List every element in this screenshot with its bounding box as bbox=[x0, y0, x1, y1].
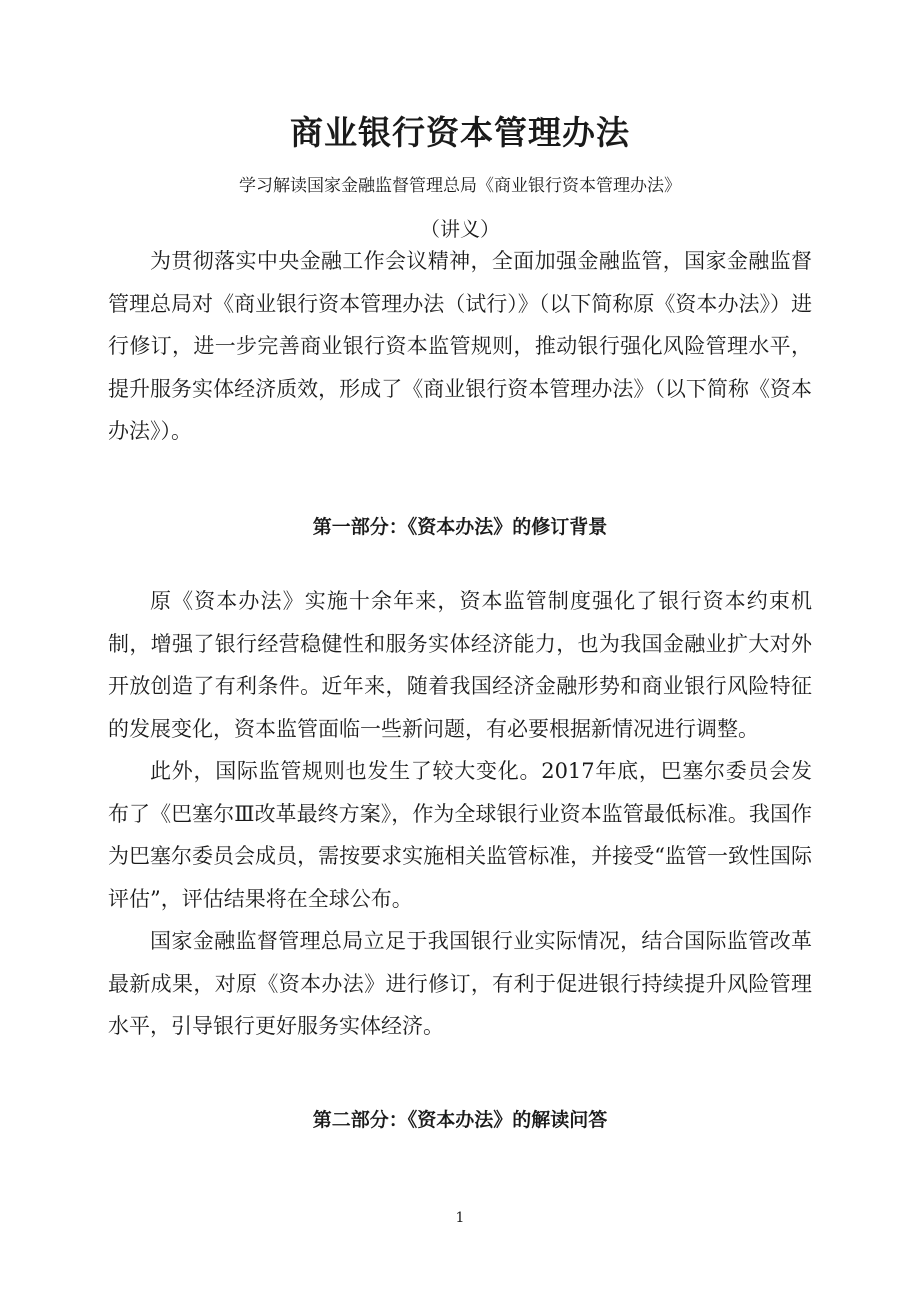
page-number: 1 bbox=[455, 1210, 465, 1226]
section-1-heading: 第一部分：《资本办法》的修订背景 bbox=[312, 516, 608, 538]
section-2-heading: 第二部分：《资本办法》的解读问答 bbox=[312, 1109, 608, 1131]
section-1-paragraph-3: 国家金融监督管理总局立足于我国银行业实际情况，结合国际监管改革最新成果，对原《资本办法》进行修订，有利于促进银行持续提升风险管理水平，引导银行更好服务实体经济。 bbox=[108, 929, 812, 1038]
document-subtitle: 学习解读国家金融监督管理总局《商业银行资本管理办法》 bbox=[239, 176, 681, 196]
section-1-paragraph-2: 此外，国际监管规则也发生了较大变化。2017年底，巴塞尔委员会发布了《巴塞尔Ⅲ改革最终方案》，作为全球银行业资本监管最低标准。我国作为巴塞尔委员会成员，需按要求实施相关监管标准，并接受“监管一致性国际评估”，评估结果将在全球公布。 bbox=[108, 759, 812, 911]
intro-paragraph: 为贯彻落实中央金融工作会议精神，全面加强金融监管，国家金融监督管理总局对《商业银行资本管理办法（试行）》（以下简称原《资本办法》）进行修订，进一步完善商业银行资本监管规则，推动银行强化风险管理水平，提升服务实体经济质效，形成了《商业银行资本管理办法》（以下简称《资本办法》）。 bbox=[108, 249, 812, 443]
document-title: 商业银行资本管理办法 bbox=[290, 113, 630, 152]
section-1-paragraph-1: 原《资本办法》实施十余年来，资本监管制度强化了银行资本约束机制，增强了银行经营稳健性和服务实体经济能力，也为我国金融业扩大对外开放创造了有利条件。近年来，随着我国经济金融形势和商业银行风险特征的发展变化，资本监管面临一些新问题，有必要根据新情况进行调整。 bbox=[108, 589, 812, 741]
lecture-label: （讲义） bbox=[420, 217, 500, 241]
